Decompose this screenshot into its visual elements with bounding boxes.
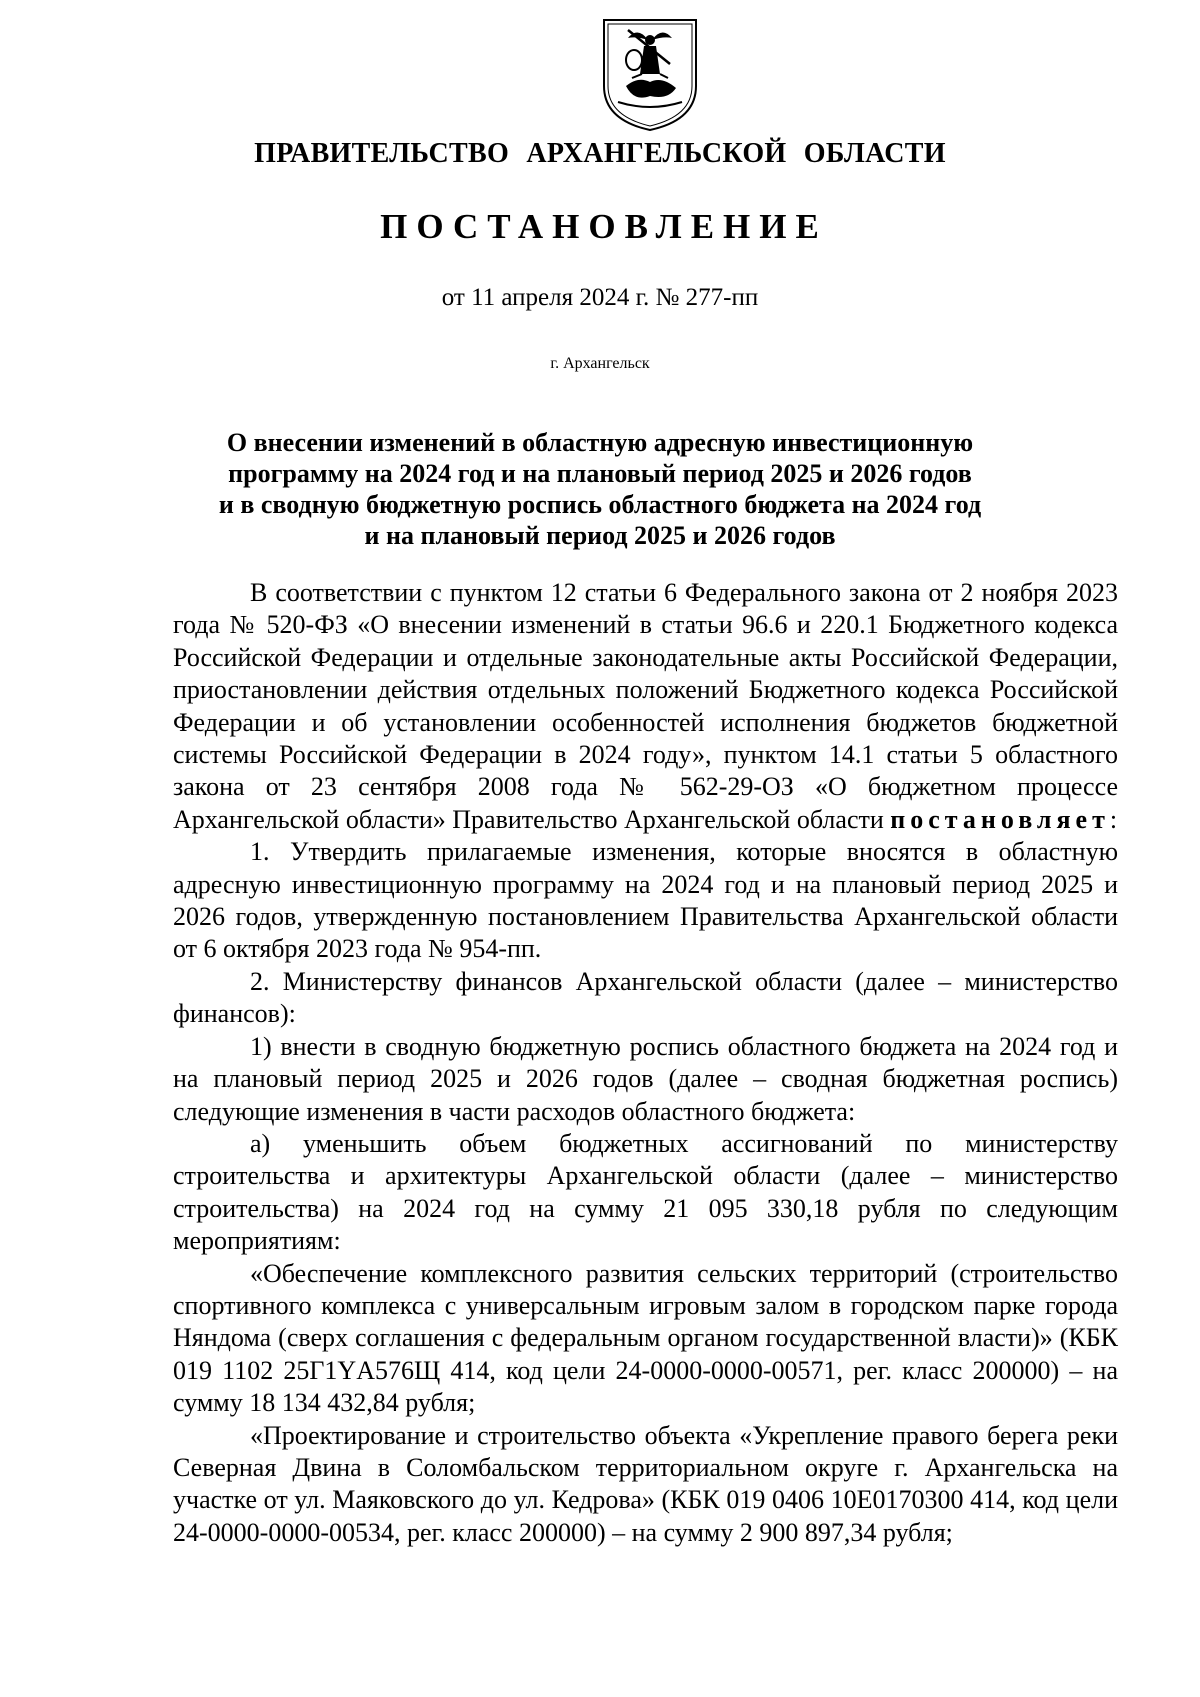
government-name: ПРАВИТЕЛЬСТВО АРХАНГЕЛЬСКОЙ ОБЛАСТИ [254, 138, 946, 169]
item-2-paragraph: 2. Министерству финансов Архангельской области (далее – министерство финансов): [173, 966, 1118, 1029]
item-2-1-paragraph: 1) внести в сводную бюджетную роспись областного бюджета на 2024 год и на плановый период 2025 и 2026 годов (далее – сводная бюджетная роспись) следующие изменения в части расходов областного бюджета: [173, 1031, 1118, 1126]
document-body [173, 577, 1118, 1549]
item-2-1-a-paragraph: а) уменьшить объем бюджетных ассигнований по министерству строительства и архитектуры Архангельской области (далее – министерство строительства) на 2024 год на сумму 21 095 330,18 рубля по следующим мероприятиям: [173, 1128, 1118, 1256]
item-1-paragraph: 1. Утвердить прилагаемые изменения, которые вносятся в областную адресную инвестиционную программу на 2024 год и на плановый период 2025 и 2026 годов, утвержденную постановлением Правительства Архангельской области от 6 октября 2023 года № 954-пп. [173, 837, 1118, 964]
coat-of-arms-icon [598, 16, 702, 134]
document-date-number: от 11 апреля 2024 г. № 277-пп [441, 284, 759, 311]
document-type: ПОСТАНОВЛЕНИЕ [380, 207, 828, 246]
title-line: и на плановый период 2025 и 2026 годов [364, 521, 836, 550]
title-line: и в сводную бюджетную роспись областного бюджета на 2024 год [218, 490, 982, 519]
preamble-paragraph [173, 577, 1118, 836]
measure-1-paragraph: «Обеспечение комплексного развития сельских территорий (строительство спортивного комплекса с универсальным игровым залом в городском парке города Няндома (сверх соглашения с федеральным органом государственной власти)» (КБК 019 1102 25Г1YА576Щ 414, код цели 24-0000-0000-00571, рег. класс 200000) – на сумму 18 134 432,84 рубля; [173, 1258, 1118, 1418]
decree-word: постановляет [890, 804, 1110, 834]
title-line: О внесении изменений в областную адресную инвестиционную [226, 428, 974, 457]
measure-2-paragraph: «Проектирование и строительство объекта «Укрепление правого берега реки Северная Двина в Соломбальском территориальном округе г. Архангельска на участке от ул. Маяковского до ул. Кедрова» (КБК 019 0406 10Е0170300 414, код цели 24-0000-0000-00534, рег. класс 200000) – на сумму 2 900 897,34 рубля; [173, 1420, 1118, 1547]
document-city: г. Архангельск [550, 355, 650, 372]
decree-colon: : [1109, 804, 1118, 834]
title-line: программу на 2024 год и на плановый период 2025 и 2026 годов [228, 459, 972, 488]
document-title [0, 427, 1200, 551]
preamble-text: В соответствии с пунктом 12 статьи 6 Федерального закона от 2 ноября 2023 года № 520-ФЗ «О внесении изменений в статьи 96.6 и 220.1 Бюджетного кодекса Российской Федерации и отдельные законодательные акты Российской Федерации, приостановлении действия отдельных положений Бюджетного кодекса Российской Федерации и об установлении особенностей исполнения бюджетов бюджетной системы Российской Федерации в 2024 году», пунктом 14.1 статьи 5 областного закона от 23 сентября 2008 года № 562-29-ОЗ «О бюджетном процессе Архангельской области» Правительство Архангельской области [173, 578, 1118, 834]
